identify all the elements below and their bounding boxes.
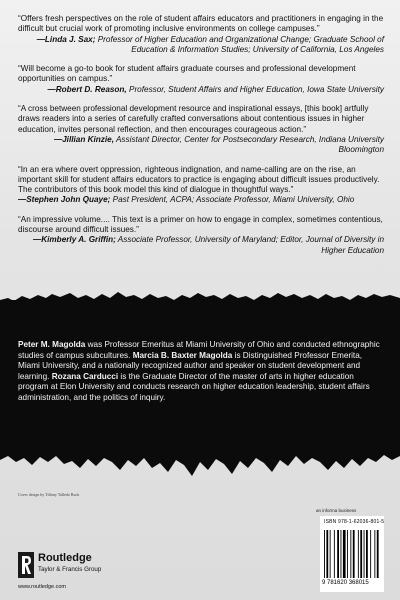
attribution-title: Professor of Higher Education and Organizational Change; Graduate School of Education & Information Studies; University of California, Los Angeles — [95, 34, 384, 54]
endorsement-quote — [18, 104, 384, 155]
barcode-bars — [324, 530, 380, 578]
quote-text: “Offers fresh perspectives on the role of student affairs educators and practitioners in engaging in the difficult but crucial work of promoting inclusive environments on college campuses.” — [18, 14, 384, 34]
quote-text: “Will become a go-to book for student affairs graduate courses and professional development opportunities on campus.” — [18, 64, 356, 84]
author-name: Rozana Carducci — [51, 371, 119, 381]
attribution-name: —Robert D. Reason, — [47, 84, 127, 94]
author-name: Peter M. Magolda — [18, 340, 86, 349]
author-bio-text: is Distinguished Professor Emerita, Miami University, and a nationally recognized author and speaker on student development and learning. — [18, 350, 363, 381]
informa-tagline: an informa business — [316, 508, 357, 513]
quote-attribution — [18, 195, 384, 205]
attribution-name: —Kimberly A. Griffin; — [33, 235, 116, 245]
quote-attribution — [18, 235, 384, 256]
publisher-url: www.routledge.com — [18, 584, 66, 590]
barcode-number: 9 781620 368015 — [322, 580, 369, 586]
quote-text: “An impressive volume.... This text is a primer on how to engage in complex, sometimes contentious, discourse around difficult issues.” — [18, 214, 383, 235]
endorsement-quote — [18, 64, 384, 95]
attribution-name: —Jillian Kinzie, — [53, 134, 114, 144]
quote-attribution — [18, 35, 384, 56]
quote-attribution — [18, 85, 384, 95]
quote-text: “In an era where overt oppression, righteous indignation, and name-calling are on the rise, an important skill for student affairs educators to practice is engaging about difficult issues productively. The contributors of this book model this kind of dialogue in thoughtful ways.” — [18, 164, 380, 195]
attribution-name: —Stephen John Quaye; — [18, 195, 111, 205]
torn-edge-bottom — [0, 446, 400, 486]
author-name: Marcia B. Baxter Magolda — [132, 350, 233, 360]
barcode — [320, 516, 384, 592]
cover-design-credit: Cover design by Tiffany Talledo Buck — [18, 492, 80, 497]
publisher-imprint: Taylor & Francis Group — [38, 566, 102, 573]
endorsement-quote — [18, 165, 384, 206]
author-bios — [18, 340, 384, 404]
author-bio-text: is the Graduate Director of the master of arts in higher education program at Elon University and conducts research on higher education leadership, student affairs administration, and the politics of inquiry. — [18, 371, 370, 402]
publisher-name: Routledge — [38, 552, 92, 564]
attribution-name: —Linda J. Sax; — [36, 34, 96, 44]
endorsement-quote — [18, 14, 384, 55]
quote-attribution — [18, 135, 384, 156]
attribution-title: Associate Professor, University of Maryland; Editor, Journal of Diversity in Higher Education — [115, 235, 384, 255]
routledge-logo-icon — [18, 552, 34, 578]
attribution-title: Assistant Director, Center for Postsecondary Research, Indiana University Bloomington — [114, 134, 384, 155]
endorsements — [18, 14, 384, 265]
isbn: ISBN 978-1-62036-801-5 — [324, 519, 385, 525]
attribution-title: Professor, Student Affairs and Higher Education, Iowa State University — [126, 84, 384, 94]
quote-text: “A cross between professional development resource and inspirational essays, [this book] artfully draws readers into a series of carefully crafted conversations about contentious issues in higher education, invites personal reflection, and then encourages courageous action.” — [18, 104, 369, 134]
attribution-title: Past President, ACPA; Associate Professor, Miami University, Ohio — [110, 195, 355, 205]
endorsement-quote — [18, 215, 384, 256]
author-bio-text: was Professor Emeritus at Miami University of Ohio and conducted ethnographic studies of campus subcultures. — [18, 340, 380, 360]
